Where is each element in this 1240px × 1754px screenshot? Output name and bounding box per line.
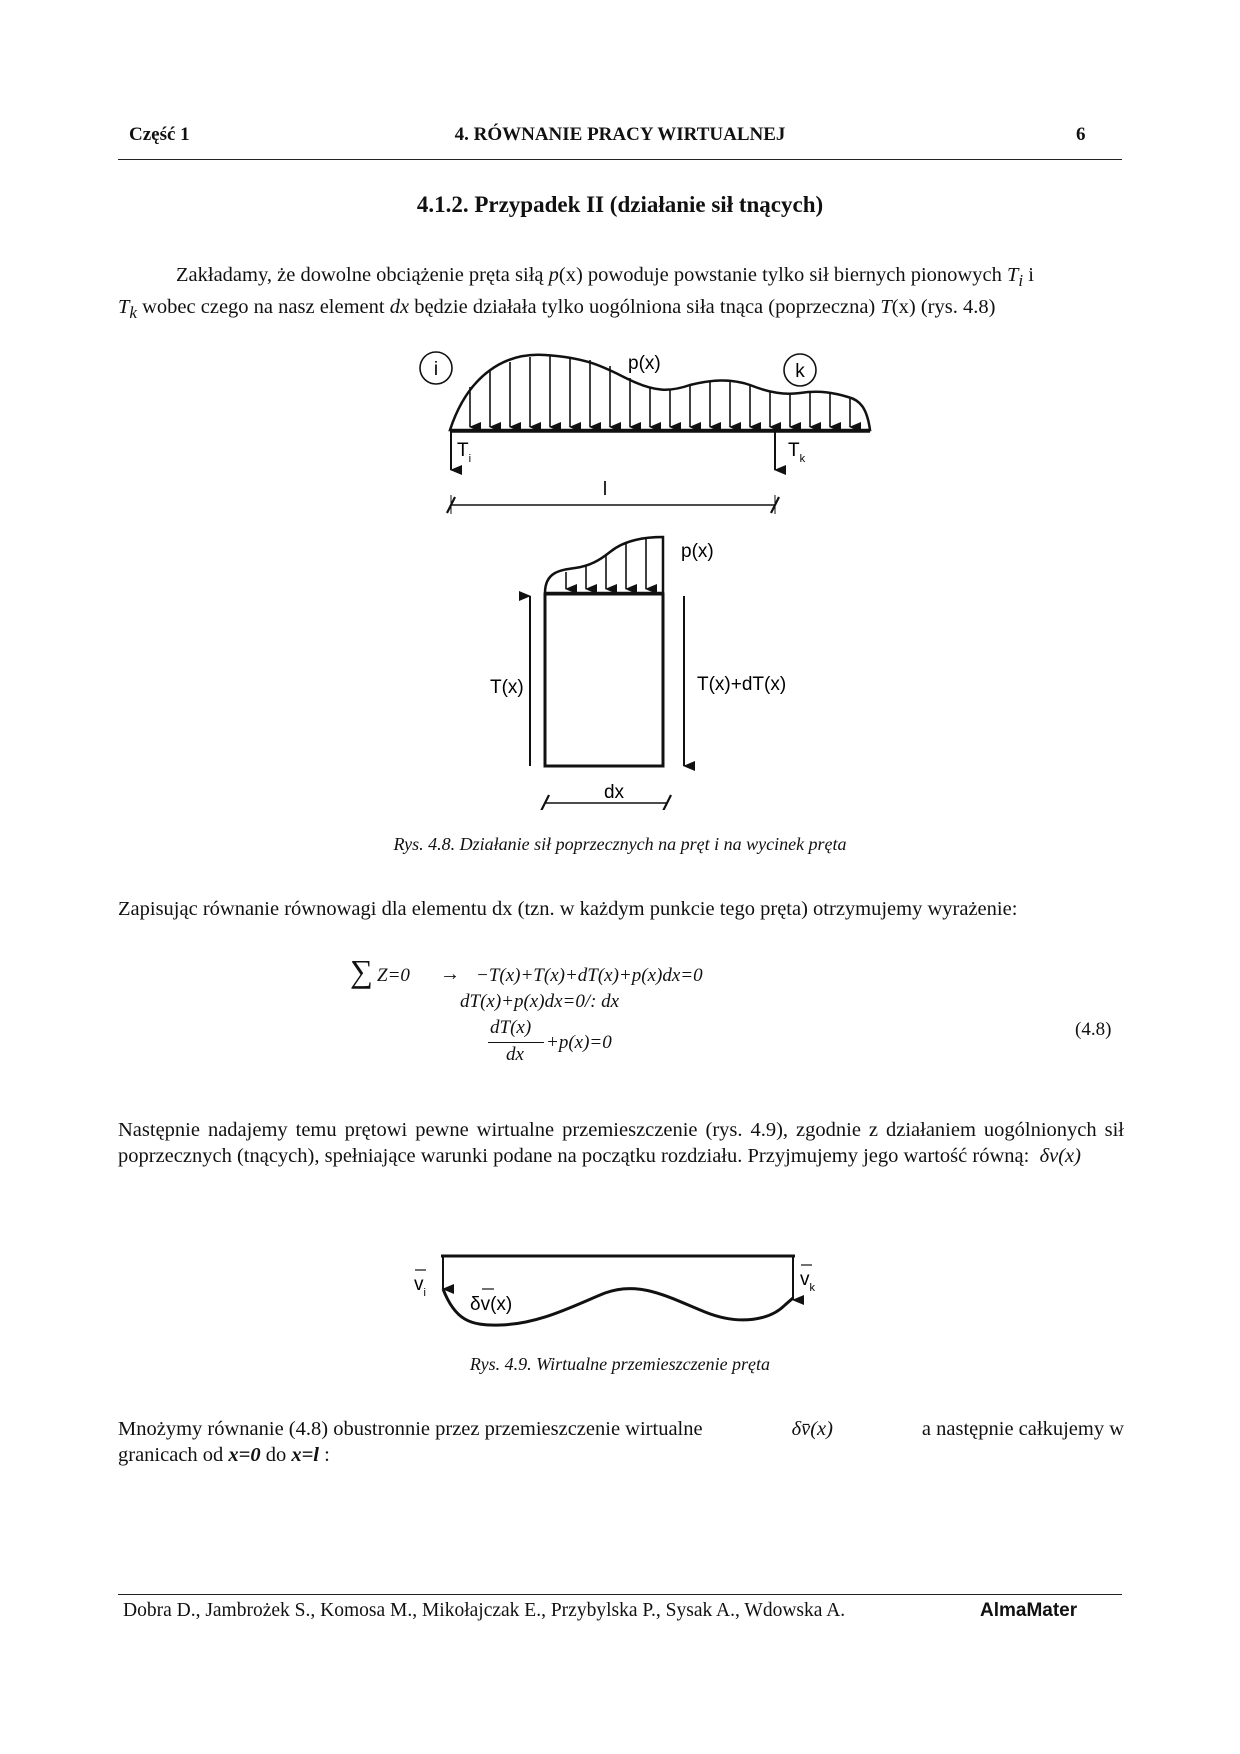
- paragraph-equilibrium: Zapisując równanie równowagi dla elementu dx (tzn. w każdym punkcie tego pręta) otrzymujemy wyrażenie:: [118, 898, 1018, 920]
- vi-label: $v_i$: [414, 1274, 426, 1299]
- symbol: dx: [389, 296, 410, 319]
- figure-4-8-caption: Rys. 4.8. Działanie sił poprzecznych na pręt i na wycinek pręta: [393, 834, 847, 854]
- paragraph-intro: [118, 262, 1124, 326]
- element-load-label: p(x): [681, 541, 714, 562]
- dx-label: dx: [603, 782, 625, 803]
- reaction-ti-label: $T_i$: [457, 440, 472, 465]
- paragraph-line: [118, 1416, 1124, 1442]
- symbol: p: [548, 264, 559, 286]
- equation-fraction-numerator: dT(x): [490, 1017, 532, 1038]
- text: (x): [558, 264, 583, 286]
- element-load-arrows: [566, 538, 646, 589]
- symbol: x=l: [291, 1444, 319, 1466]
- text: :: [319, 1444, 330, 1466]
- symbol: T: [880, 296, 892, 319]
- text: wobec czego na nasz element: [137, 296, 390, 319]
- figure-4-8: [0, 340, 1240, 810]
- equation-arrow: →: [440, 963, 460, 985]
- symbol-subscript: k: [129, 303, 137, 323]
- shear-right-label: T(x)+dT(x): [697, 674, 787, 695]
- node-k-label: k: [795, 361, 805, 382]
- node-i-label: i: [433, 359, 439, 380]
- equation-number: (4.8): [1075, 1019, 1112, 1040]
- section-title: 4.1.2. Przypadek II (działanie sił tnących): [416, 192, 824, 217]
- symbol: T: [118, 296, 130, 319]
- text: a następnie całkujemy w: [921, 1418, 1124, 1440]
- symbol-subscript: i: [1018, 271, 1024, 291]
- footer-brand: AlmaMater: [980, 1600, 1078, 1621]
- footer-rule: [118, 1594, 1122, 1595]
- paragraph-line: [118, 1442, 1124, 1468]
- virtual-displacement-label: δv(x): [470, 1294, 513, 1315]
- equation-fraction-denominator: dx: [506, 1044, 524, 1065]
- equation-line-3-rest: +p(x)=0: [546, 1032, 612, 1053]
- text: będzie działała tylko uogólniona siła tnąca (poprzeczna): [409, 296, 881, 319]
- text: Mnożymy równanie (4.8) obustronnie przez przemieszczenie wirtualne: [118, 1418, 703, 1440]
- shear-left-label: T(x): [490, 677, 524, 698]
- paragraph-integration: [118, 1416, 1124, 1468]
- symbol: x=0: [228, 1444, 261, 1466]
- figure-4-9: [0, 1240, 1240, 1340]
- text: Następnie nadajemy temu prętowi pewne wirtualne przemieszczenie (rys. 4.9), zgodnie z działaniem uogólnionych sił poprzecznych (tnących), spełniające warunki podane na początku rozdziału. Przyjmujemy jego wartość równą:: [118, 1119, 1124, 1167]
- header-part: Część 1: [129, 124, 190, 145]
- text: powoduje powstanie tylko sił biernych pionowych: [582, 264, 1007, 286]
- reaction-tk-label: $T_k$: [788, 440, 806, 465]
- text: do: [260, 1444, 292, 1466]
- symbol: δv(x): [1039, 1145, 1081, 1167]
- text: granicach od: [118, 1444, 229, 1466]
- paragraph-virtual-displacement: [118, 1117, 1124, 1169]
- text: (x): [891, 296, 916, 319]
- equation-line-1-left: Z=0: [377, 965, 410, 986]
- text: (rys. 4.8): [915, 296, 996, 319]
- symbol: δv̄(x): [791, 1418, 833, 1440]
- figure-4-9-caption: Rys. 4.9. Wirtualne przemieszczenie pręta: [469, 1354, 771, 1374]
- equation-line-1-right: −T(x)+T(x)+dT(x)+p(x)dx=0: [476, 965, 703, 986]
- header-page-number: 6: [1076, 124, 1086, 145]
- header-chapter-title: 4. RÓWNANIE PRACY WIRTUALNEJ: [454, 124, 786, 145]
- text: i: [1023, 264, 1034, 286]
- beam-element: [545, 594, 663, 766]
- load-label: p(x): [628, 353, 661, 374]
- symbol: T: [1006, 264, 1019, 286]
- header-rule: [118, 159, 1122, 160]
- vk-label: $v_k$: [800, 1269, 815, 1294]
- span-label: l: [602, 479, 608, 500]
- footer-authors: Dobra D., Jambrożek S., Komosa M., Mikołajczak E., Przybylska P., Sysak A., Wdowska A.: [123, 1600, 846, 1621]
- fraction-bar: [488, 1042, 544, 1043]
- sum-symbol: ∑: [350, 953, 373, 989]
- text: Zakładamy, że dowolne obciążenie pręta siłą: [176, 264, 549, 286]
- equation-line-2: dT(x)+p(x)dx=0/: dx: [460, 991, 620, 1012]
